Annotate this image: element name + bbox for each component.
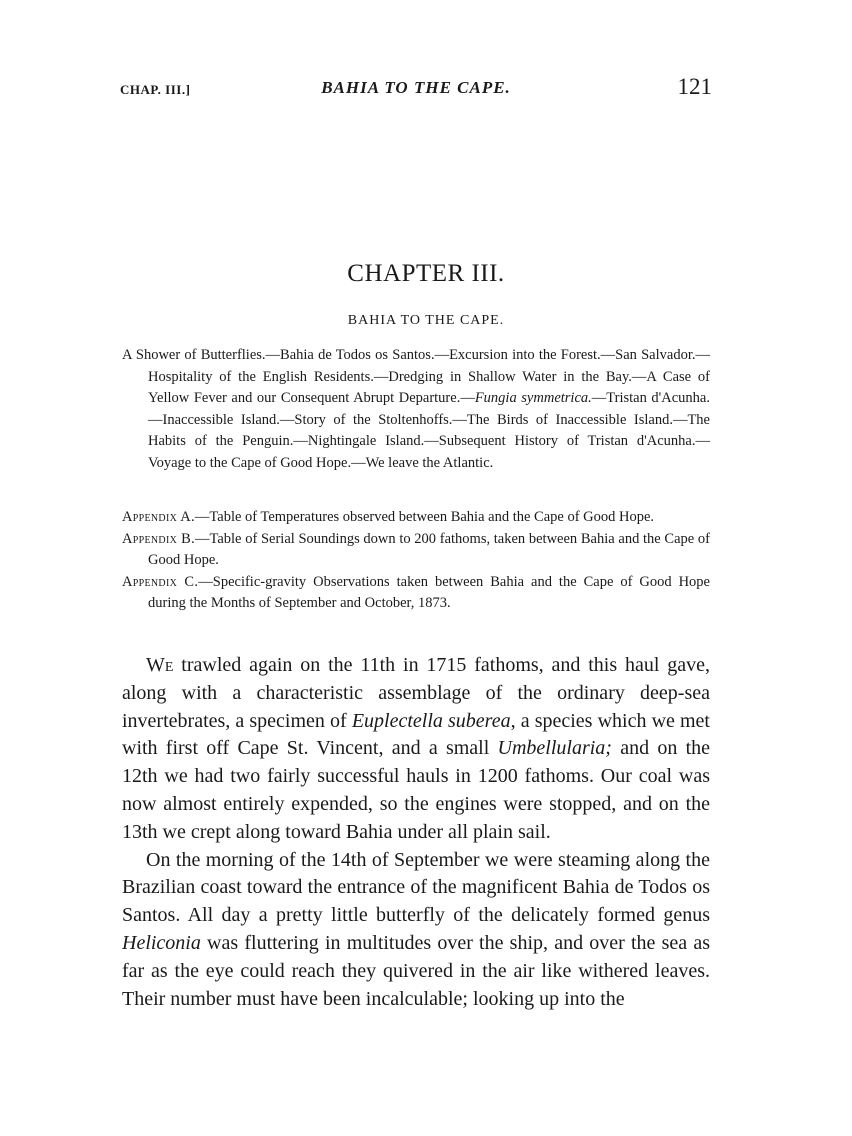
synopsis-text-part1: A Shower of Butterflies.—Bahia de Todos os Santos.—Excursion into the Forest.—San Salvador.—Hospitality of the English Residents.—Dredging in Shallow Water in the Bay.—A Case of Yellow Fever and our Consequent Abrupt Departure.—	[122, 347, 710, 406]
appendix-text: —Specific-gravity Observations taken between Bahia and the Cape of Good Hope during the Months of September and October, 1873.	[148, 574, 710, 611]
chapter-subtitle: BAHIA TO THE CAPE.	[347, 313, 505, 328]
appendix-label: Appendix C.	[122, 574, 199, 590]
running-header-chapter: CHAP. III.]	[120, 82, 191, 97]
appendix-label: Appendix A.	[122, 509, 195, 525]
running-header	[120, 76, 712, 106]
page-number: 121	[677, 74, 712, 99]
chapter-synopsis	[122, 345, 710, 474]
appendix-label: Appendix B.	[122, 531, 195, 547]
appendix-item	[122, 572, 710, 614]
running-header-title: BAHIA TO THE CAPE.	[321, 78, 511, 97]
appendix-item	[122, 529, 710, 571]
appendix-text: —Table of Temperatures observed between Bahia and the Cape of Good Hope.	[194, 509, 655, 525]
paragraph-text: and on the 12th we had two fairly successful hauls in 1200 fathoms. Our coal was now almost entirely expended, so the engines were stopped, and on the 13th we crept along toward Bahia under all plain sail.	[122, 737, 711, 843]
chapter-title: CHAPTER III.	[347, 260, 505, 287]
appendix-list	[122, 507, 710, 615]
genus-name: Heliconia	[122, 931, 201, 954]
body-text	[122, 652, 710, 1013]
lead-word: We	[146, 654, 174, 676]
paragraph-text: was fluttering in multitudes over the ship, and over the sea as far as the eye could reach they quivered in the air like withered leaves. Their number must have been incalculable; looking up into the	[122, 931, 710, 1010]
paragraph	[122, 847, 710, 1014]
paragraph-text: On the morning of the 14th of September we were steaming along the Brazilian coast toward the entrance of the magnificent Bahia de Todos os Santos. All day a pretty little butterfly of the delicately formed genus	[122, 848, 710, 927]
paragraph	[122, 652, 710, 847]
synopsis-italic-term: Fungia symmetrica.	[474, 390, 592, 406]
appendix-text: —Table of Serial Soundings down to 200 fathoms, taken between Bahia and the Cape of Good Hope.	[148, 531, 710, 568]
paragraph-text: , a species which we met with first off Cape St. Vincent, and a small	[122, 709, 710, 760]
paragraph-text: trawled again on the 11th in 1715 fathoms, and this haul gave, along with a characteristic assemblage of the ordinary deep-sea invertebrates, a specimen of	[122, 654, 710, 732]
genus-name: Umbellularia;	[497, 737, 612, 760]
synopsis-text-part2: —Tristan d'Acunha.—Inaccessible Island.—Story of the Stoltenhoffs.—The Birds of Inaccessible Island.—The Habits of the Penguin.—Nightingale Island.—Subsequent History of Tristan d'Acunha.—Voyage to the Cape of Good Hope.—We leave the Atlantic.	[148, 390, 710, 471]
appendix-item	[122, 507, 710, 528]
species-name: Euplectella suberea	[351, 709, 511, 732]
